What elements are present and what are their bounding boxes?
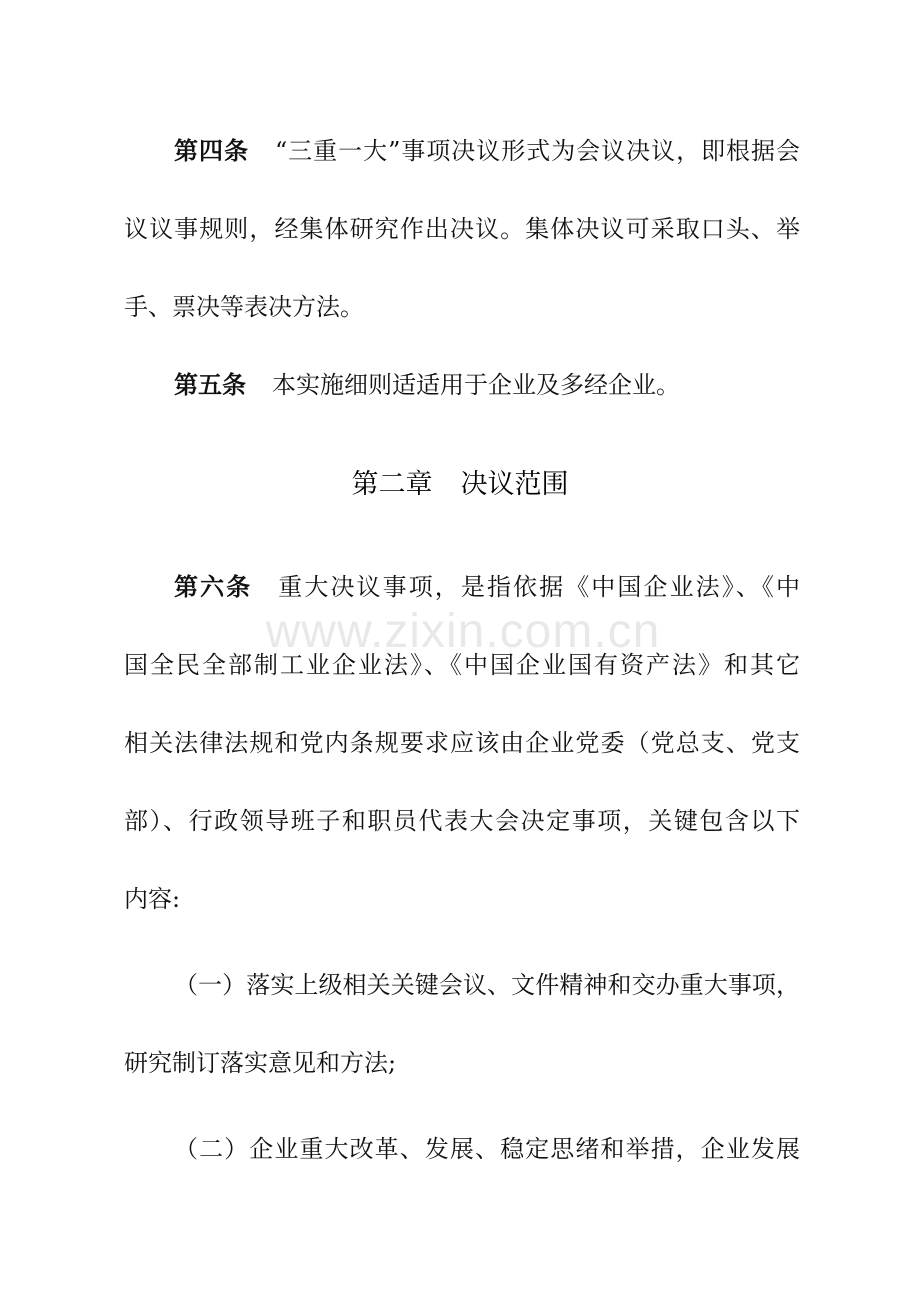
article-6-line-1 xyxy=(174,570,800,604)
item-2-line-1: （二）企业重大改革、发展、稳定思绪和举措，企业发展 xyxy=(174,1135,800,1163)
article-6-line-2: 国全民全部制工业企业法》、《中国企业国有资产法》和其它 xyxy=(124,651,800,679)
chapter-heading xyxy=(0,466,920,504)
article-6-line-5: 内容: xyxy=(124,885,181,913)
chapter-title: 决议范围 xyxy=(460,469,569,500)
article-4-text-1: “三重一大”事项决议形式为会议决议，即根据会 xyxy=(274,137,800,165)
article-6-line-3: 相关法律法规和党内条规要求应该由企业党委（党总支、党支 xyxy=(124,729,800,757)
item-1-line-1: （一）落实上级相关关键会议、文件精神和交办重大事项， xyxy=(174,971,800,999)
watermark: www.zixin.com.cn xyxy=(265,605,661,658)
article-4-line-1 xyxy=(174,134,800,168)
article-6-text-1: 重大决议事项，是指依据《中国企业法》、《中 xyxy=(278,573,801,601)
article-6-label: 第六条 xyxy=(174,573,253,601)
item-1-line-2: 研究制订落实意见和方法; xyxy=(124,1049,397,1077)
article-4-line-3: 手、票决等表决方法。 xyxy=(124,293,364,321)
article-5-text-1: 本实施细则适适用于企业及多经企业。 xyxy=(272,371,680,399)
article-4-label: 第四条 xyxy=(174,137,249,165)
chapter-number: 第二章 xyxy=(351,469,433,500)
article-5-line-1 xyxy=(174,368,800,402)
article-4-line-2: 议议事规则，经集体研究作出决议。集体决议可采取口头、举 xyxy=(124,215,800,243)
article-6-line-4: 部）、行政领导班子和职员代表大会决定事项，关键包含以下 xyxy=(124,807,800,835)
article-5-label: 第五条 xyxy=(174,371,246,399)
